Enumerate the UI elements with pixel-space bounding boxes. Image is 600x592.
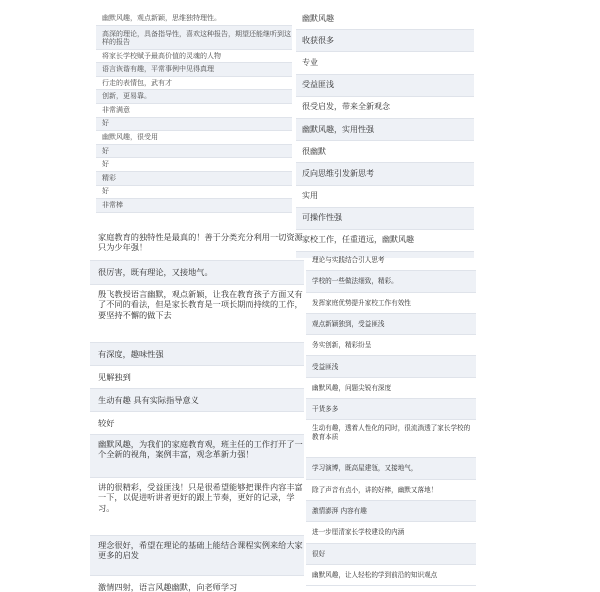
comment-row: 很幽默 [296,141,474,163]
comment-row: 激情澎湃 内容有趣 [306,501,476,522]
comment-row: 幽默风趣，让人轻松的学到前沿的知识观点 [306,565,476,586]
comment-row: 反向思维引发新思考 [296,163,474,185]
feedback-list-bottom-right [306,250,476,592]
comment-row: 发挥家庭优势提升家校工作有效性 [306,293,476,314]
comment-row: 好 [96,145,292,159]
comment-row: 家庭教育的独特性是最真的！善于分类充分利用一切资源只为少年强！ [90,228,304,261]
comment-row: 很受启发，带来全新观念 [296,97,474,119]
feedback-list-top-right [296,8,474,258]
comment-row: 殷飞教授语言幽默，观点新颖，让我在教育孩子方面又有了不同的看法，但是家长教育是一项长期而持续的工作，要坚持不懈的做下去 [90,285,304,343]
comment-row: 学校的一些做法细致，精彩。 [306,271,476,292]
comment-row: 理念很好，希望在理论的基础上能结合课程实例来给大家更多的启发 [90,536,304,576]
comment-row: 观点新颖独到，受益匪浅 [306,314,476,335]
comment-row: 幽默风趣，很受用 [96,131,292,145]
comment-row: 行走的表情包，武有才 [96,77,292,91]
comment-row: 将家长学校赋予最高价值的灵魂的人物 [96,50,292,64]
comment-row: 生动有趣 具有实际指导意义 [90,389,304,412]
comment-row: 收获很多 [296,30,474,52]
feedback-list-top-left [96,12,292,230]
comment-row: 专业 [296,52,474,74]
comment-row: 很好 [306,544,476,565]
comment-row: 除了声音有点小，讲的好棒，幽默又落地！ [306,480,476,501]
comment-row: 好 [96,158,292,172]
comment-row: 家校工作，任重道远，幽默风趣 [296,230,474,252]
comment-row: 很厉害，既有理论，又接地气。 [90,261,304,285]
comment-row: 幽默风趣 [296,8,474,30]
comment-row: 进一步厘清家长学校建设的内涵 [306,522,476,543]
comment-row: 幽默风趣，观点新颖，思维独特理性。 [96,12,292,26]
comment-row: 受益匪浅 [296,75,474,97]
comment-row: 幽默风趣，实用性强 [296,119,474,141]
comment-row: 可操作性强 [296,208,474,230]
comment-row: 受益匪浅 [306,356,476,377]
comment-row: 好 [96,118,292,132]
comment-row: 讲的很精彩，受益匪浅！只是很希望能够把课件内容丰富一下，以促进听讲者更好的跟上节奏，更好的记录，学习。 [90,478,304,536]
comment-row: 干货多多 [306,399,476,420]
comment-row: 幽默风趣，为我们的家庭教育观，班主任的工作打开了一个全新的视角，案例丰富，观念革新力强！ [90,435,304,478]
comment-row: 学习演博，既高屋建瓴，又接地气， [306,458,476,479]
comment-row: 语言诙谐有趣，平常事例中见得真理 [96,63,292,77]
comment-row: 非常满意 [96,104,292,118]
comment-row: 高深的理论，具备指导性，喜欢这种报告，期望还能继听到这样的报告 [96,26,292,50]
comment-row: 有深度，趣味性强 [90,343,304,366]
comment-row: 激情四射，语言风趣幽默，向老师学习 [90,576,304,592]
comment-row: 生动有趣，透着人性化的同时，很流淌透了家长学校的教育本质 [306,420,476,458]
feedback-list-bottom-left [90,228,304,592]
comment-row: 见解独到 [90,366,304,389]
comment-row: 实用 [296,186,474,208]
comment-row: 务实创新，精彩纷呈 [306,335,476,356]
comment-row: 幽默风趣，问题尖锐有深度 [306,378,476,399]
comment-row: 较好 [90,412,304,435]
comment-row: 非常棒 [96,199,292,213]
comment-row: 创新，更易靠。 [96,90,292,104]
comment-row: 理论与实践结合引人思考 [306,250,476,271]
comment-row: 好 [96,186,292,200]
comment-row: 精彩 [96,172,292,186]
